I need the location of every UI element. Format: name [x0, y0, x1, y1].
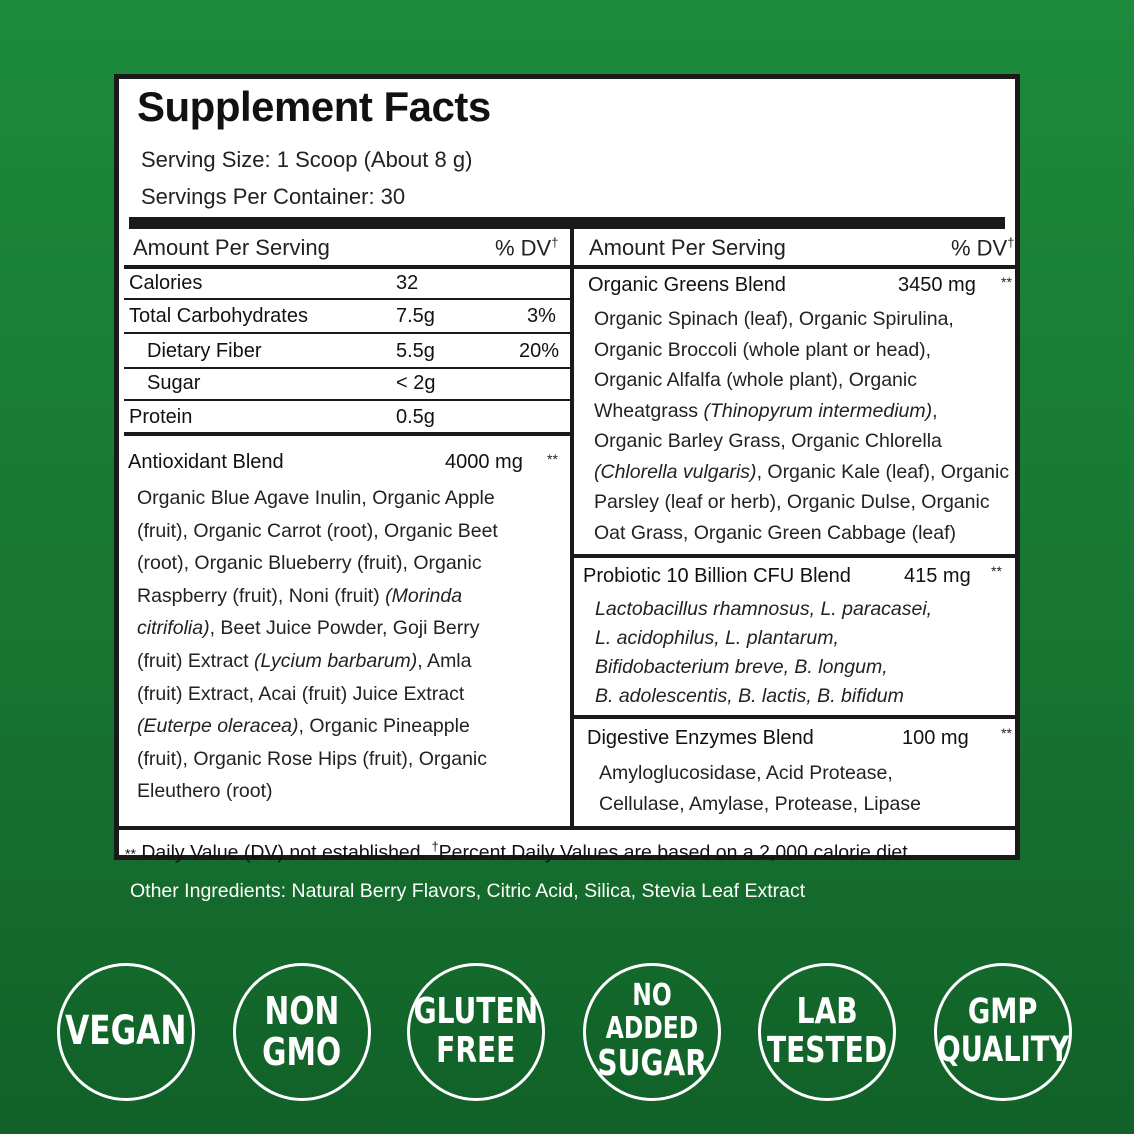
serving-size: Serving Size: 1 Scoop (About 8 g): [141, 147, 473, 172]
nutrient-name: Calories: [129, 272, 203, 294]
nutrient-amount: < 2g: [396, 372, 436, 394]
ingredient-line: Lactobacillus rhamnosus, L. paracasei,: [595, 598, 933, 620]
ingredient-line: Parsley (leaf or herb), Organic Dulse, Organic: [594, 491, 990, 513]
ingredient-line: Oat Grass, Organic Green Cabbage (leaf): [594, 521, 956, 544]
left-amount-per-serving: Amount Per Serving: [133, 235, 330, 260]
left-dv-header: % DV†: [495, 235, 559, 261]
lab-tested-badge: LAB TESTED: [758, 963, 896, 1101]
nutrient-amount: 7.5g: [396, 305, 435, 327]
greens-stars: **: [1001, 274, 1012, 290]
servings-per-container: Servings Per Container: 30: [141, 184, 406, 209]
gluten-free-badge: GLUTEN FREE: [407, 963, 545, 1101]
nutrient-name: Sugar: [147, 372, 201, 394]
ingredient-line: Organic Barley Grass, Organic Chlorella: [594, 430, 942, 452]
nutrient-name: Total Carbohydrates: [129, 305, 308, 327]
footnote: ** Daily Value (DV) not established. †Percent Daily Values are based on a 2,000 calorie diet.: [125, 839, 914, 864]
ingredient-line: Organic Broccoli (whole plant or head),: [594, 338, 932, 361]
nutrient-name: Dietary Fiber: [147, 340, 262, 362]
other-ingredients: Other Ingredients: Natural Berry Flavors, Citric Acid, Silica, Stevia Leaf Extract: [130, 880, 806, 902]
ingredient-line: (fruit), Organic Carrot (root), Organic Beet: [137, 519, 498, 542]
ingredient-line: (fruit) Extract (Lycium barbarum), Amla: [137, 649, 472, 672]
nutrient-amount: 5.5g: [396, 340, 435, 362]
ingredient-line: Organic Alfalfa (whole plant), Organic: [594, 369, 917, 391]
greens-blend-amount: 3450 mg: [898, 274, 976, 296]
ingredient-line: Amyloglucosidase, Acid Protease,: [599, 762, 893, 784]
ingredient-line: (fruit) Extract, Acai (fruit) Juice Extract: [137, 682, 465, 705]
antioxidant-blend-amount: 4000 mg: [445, 451, 523, 473]
enzymes-blend-name: Digestive Enzymes Blend: [587, 727, 814, 749]
ingredient-line: Wheatgrass (Thinopyrum intermedium),: [594, 399, 938, 422]
probiotic-stars: **: [991, 563, 1002, 579]
nutrient-dv: 20%: [519, 340, 560, 362]
no-added-sugar-badge: NO ADDED SUGAR: [583, 963, 721, 1101]
right-amount-per-serving: Amount Per Serving: [589, 235, 786, 260]
antioxidant-stars: **: [547, 451, 558, 467]
ingredient-line: Bifidobacterium breve, B. longum,: [595, 656, 888, 678]
antioxidant-blend-name: Antioxidant Blend: [128, 451, 284, 473]
vegan-badge: VEGAN: [57, 963, 195, 1101]
ingredient-line: Eleuthero (root): [137, 780, 273, 803]
ingredient-line: Organic Blue Agave Inulin, Organic Apple: [137, 487, 495, 509]
ingredient-line: citrifolia), Beet Juice Powder, Goji Berry: [137, 617, 480, 640]
ingredient-line: Raspberry (fruit), Noni (fruit) (Morinda: [137, 584, 463, 607]
enzymes-stars: **: [1001, 725, 1012, 741]
nutrient-amount: 32: [396, 272, 419, 294]
nutrient-name: Protein: [129, 406, 193, 428]
panel-title: Supplement Facts: [137, 83, 491, 130]
column-divider: [570, 229, 574, 826]
greens-ingredients: [594, 304, 1019, 548]
ingredient-line: (Chlorella vulgaris), Organic Kale (leaf), Organic: [594, 460, 1010, 483]
ingredient-line: L. acidophilus, L. plantarum,: [595, 627, 839, 649]
ingredient-line: (root), Organic Blueberry (fruit), Organic: [137, 552, 482, 575]
supplement-facts-panel: [114, 74, 1020, 864]
ingredient-line: (fruit), Organic Rose Hips (fruit), Organic: [137, 747, 488, 770]
nutrient-amount: 0.5g: [396, 406, 435, 428]
non-gmo-badge: NON GMO: [233, 963, 371, 1101]
greens-blend-name: Organic Greens Blend: [588, 274, 786, 296]
probiotic-blend-name: Probiotic 10 Billion CFU Blend: [583, 565, 851, 587]
enzymes-blend-amount: 100 mg: [902, 727, 969, 749]
probiotic-ingredients: [595, 595, 1015, 711]
antioxidant-ingredients: [137, 482, 557, 808]
right-dv-header: % DV†: [951, 235, 1015, 261]
gmp-quality-badge: GMP QUALITY: [934, 963, 1072, 1101]
ingredient-line: Organic Spinach (leaf), Organic Spirulina,: [594, 308, 954, 330]
ingredient-line: B. adolescentis, B. lactis, B. bifidum: [595, 685, 904, 707]
nutrient-dv: 3%: [527, 305, 556, 327]
thick-rule: [129, 217, 1005, 229]
ingredient-line: (Euterpe oleracea), Organic Pineapple: [137, 715, 470, 738]
probiotic-blend-amount: 415 mg: [904, 565, 971, 587]
ingredient-line: Cellulase, Amylase, Protease, Lipase: [599, 792, 921, 815]
enzymes-ingredients: [599, 758, 1019, 819]
